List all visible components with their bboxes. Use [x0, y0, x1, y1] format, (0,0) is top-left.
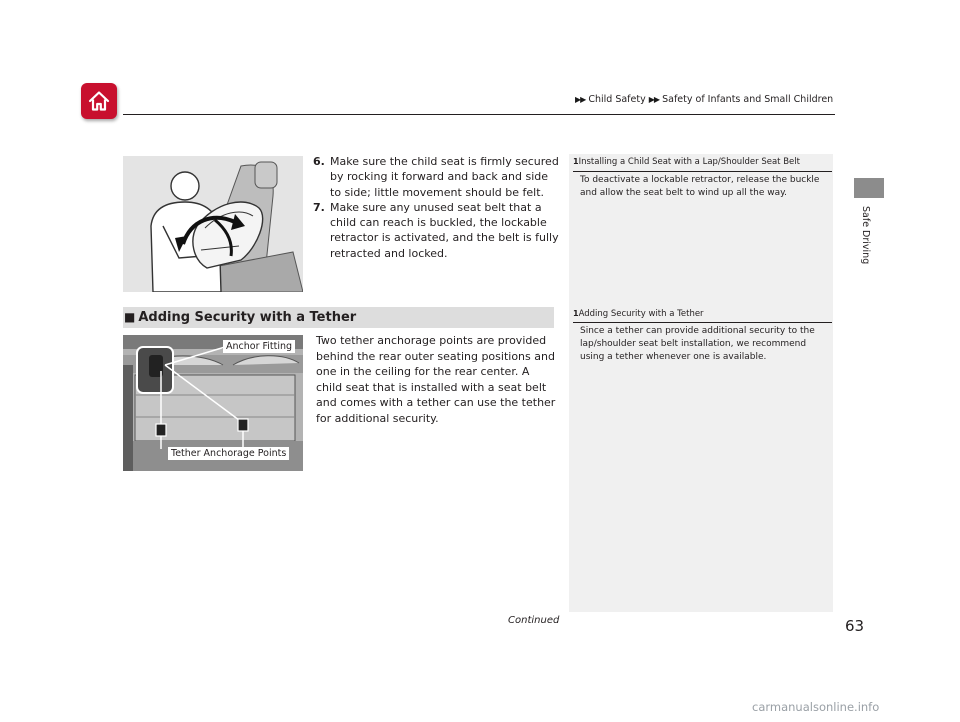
breadcrumb [575, 94, 833, 105]
continued-label: Continued [508, 615, 560, 626]
note-body-tether: Since a tether can provide additional security to the lap/shoulder seat belt installation, we recommend using a tether whenever one is available. [580, 326, 815, 362]
breadcrumb-item-child-safety[interactable]: Child Safety [588, 94, 646, 105]
note-ref-marker: 1 [573, 309, 579, 318]
header-rule [123, 114, 835, 115]
note-ref-marker: 1 [573, 157, 579, 166]
step-6 [313, 154, 561, 200]
note-rule [573, 322, 832, 323]
step-number: 7. [313, 200, 325, 214]
note-title-tether [573, 309, 704, 319]
section-body: Two tether anchorage points are provided behind the rear outer seating positions and one in the ceiling for the rear center. A child seat that is installed with a seat belt and comes with a tether can use the tether for additional security. [316, 334, 556, 425]
page-number: 63 [845, 617, 865, 635]
side-tab-marker [854, 178, 884, 198]
breadcrumb-item-safety-of-infants[interactable]: Safety of Infants and Small Children [662, 94, 834, 105]
watermark: carmanualsonline.info [752, 700, 880, 714]
step-7 [313, 200, 561, 261]
note-title-installing [573, 157, 800, 167]
note-title-text: Installing a Child Seat with a Lap/Shoulder Seat Belt [578, 157, 800, 167]
figure-child-seat-check [123, 156, 303, 292]
child-seat-illustration [123, 156, 303, 292]
home-icon [87, 89, 111, 113]
note-body-installing: To deactivate a lockable retractor, release the buckle and allow the seat belt to wind up all the way. [580, 175, 820, 198]
section-marker: ■ [124, 310, 136, 324]
side-tab-label: Safe Driving [860, 206, 871, 265]
home-button[interactable] [81, 83, 117, 119]
section-title: Adding Security with a Tether [138, 310, 357, 325]
callout-tether-anchorage-points: Tether Anchorage Points [168, 447, 289, 460]
note-rule [573, 171, 832, 172]
step-text: Make sure the child seat is firmly secured by rocking it forward and back and side to side; little movement should be felt. [330, 155, 559, 199]
breadcrumb-separator: ▶▶ [648, 95, 660, 104]
instruction-steps [313, 154, 561, 261]
step-text: Make sure any unused seat belt that a child can reach is buckled, the lockable retractor is activated, and the belt is fully retracted and locked. [330, 200, 559, 260]
notes-column [569, 154, 833, 612]
breadcrumb-separator: ▶▶ [575, 95, 586, 104]
figure-tether-anchorage [123, 335, 303, 471]
callout-anchor-fitting: Anchor Fitting [223, 340, 295, 353]
section-heading [123, 307, 554, 328]
step-number: 6. [313, 155, 325, 168]
note-title-text: Adding Security with a Tether [578, 309, 704, 319]
